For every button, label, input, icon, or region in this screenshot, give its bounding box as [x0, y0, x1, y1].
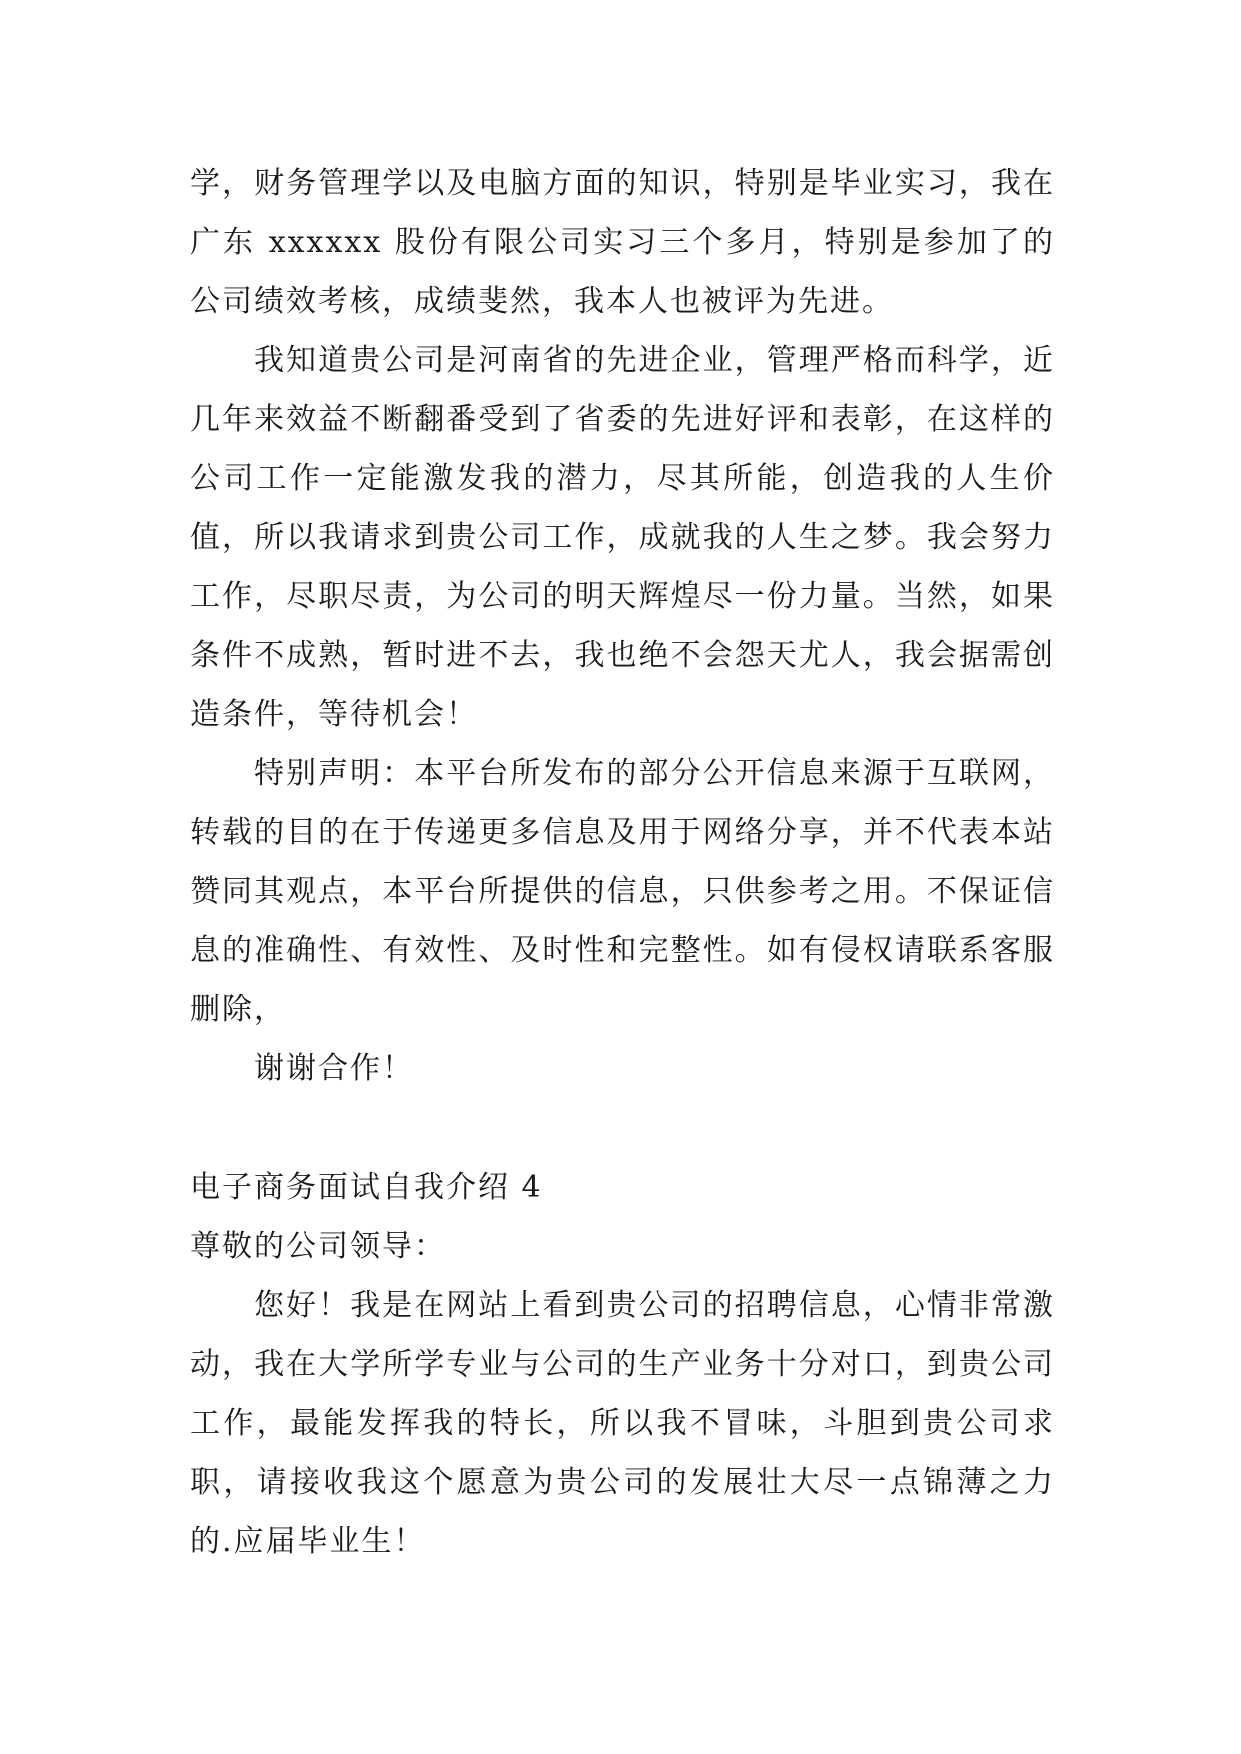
salutation: 尊敬的公司领导： [190, 1229, 446, 1264]
section-title: 电子商务面试自我介绍 4 [190, 1170, 543, 1205]
paragraph-thanks: 谢谢合作！ [254, 1051, 414, 1086]
document-page [190, 154, 1055, 1571]
paragraph-continuation: 学，财务管理学以及电脑方面的知识，特别是毕业实习，我在广东 xxxxxx 股份有限公司实习三个多月，特别是参加了的公司绩效考核，成绩斐然，我本人也被评为先进。 [190, 166, 1055, 319]
paragraph-greeting: 您好！我是在网站上看到贵公司的招聘信息，心情非常激动，我在大学所学专业与公司的生产业务十分对口，到贵公司工作，最能发挥我的特长，所以我不冒味，斗胆到贵公司求职，请接收我这个愿意为贵公司的发展壮大尽一点锦薄之力的.应届毕业生！ [190, 1288, 1055, 1559]
paragraph-company-praise: 我知道贵公司是河南省的先进企业，管理严格而科学，近几年来效益不断翻番受到了省委的先进好评和表彰，在这样的公司工作一定能激发我的潜力，尽其所能，创造我的人生价值，所以我请求到贵公司工作，成就我的人生之梦。我会努力工作，尽职尽责，为公司的明天辉煌尽一份力量。当然，如果条件不成熟，暂时进不去，我也绝不会怨天尤人，我会据需创造条件，等待机会！ [190, 343, 1055, 732]
section-spacer [190, 1098, 1055, 1158]
paragraph-disclaimer: 特别声明：本平台所发布的部分公开信息来源于互联网，转载的目的在于传递更多信息及用于网络分享，并不代表本站赞同其观点，本平台所提供的信息，只供参考之用。不保证信息的准确性、有效性、及时性和完整性。如有侵权请联系客服删除， [190, 756, 1055, 1027]
